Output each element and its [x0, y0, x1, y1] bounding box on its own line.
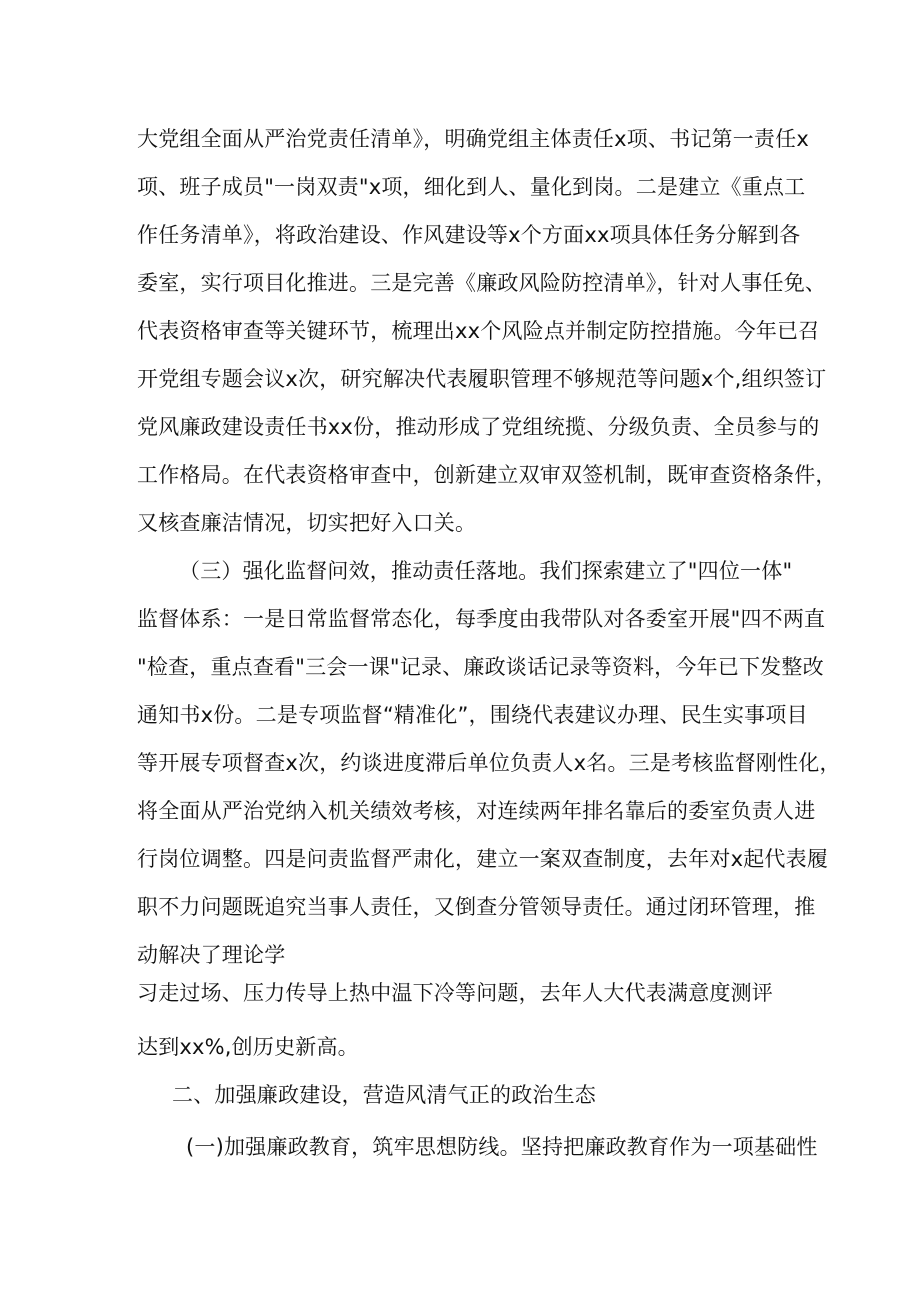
- text-line: 动解决了理论学: [137, 943, 286, 967]
- section-heading-2: 二、加强廉政建设，营造风清气正的政治生态: [172, 1083, 596, 1107]
- section-heading-3: （三）强化监督问效，推动责任落地。我们探索建立了"四位一体": [179, 559, 793, 583]
- text-line: 开党组专题会议x次，研究解决代表履职管理不够规范等问题x个,组织签订: [137, 367, 827, 391]
- text-line: 工作格局。在代表资格审查中，创新建立双审双签机制，既审查资格条件，: [137, 463, 837, 487]
- text-line: 项、班子成员"一岗双责"x项，细化到人、量化到岗。二是建立《重点工: [137, 175, 806, 199]
- text-line: 通知书x份。二是专项监督“精准化”，围绕代表建议办理、民生实事项目: [137, 703, 808, 727]
- text-line: 又核查廉洁情况，切实把好入口关。: [137, 511, 477, 535]
- text-line: "检查，重点查看"三会一课"记录、廉政谈话记录等资料，今年已下发整改: [137, 655, 824, 679]
- text-line: 代表资格审查等关键环节，梳理出xx个风险点并制定防控措施。今年已召: [137, 319, 820, 343]
- text-line: 职不力问题既追究当事人责任，又倒查分管领导责任。通过闭环管理，推: [137, 895, 816, 919]
- text-line: 习走过场、压力传导上热中温下冷等问题，去年人大代表满意度测评: [137, 981, 773, 1005]
- text-line: 等开展专项督查x次，约谈进度滞后单位负责人x名。三是考核监督刚性化，: [137, 751, 841, 775]
- subsection-heading-1: (一)加强廉政教育，筑牢思想防线。坚持把廉政教育作为一项基础性: [186, 1135, 818, 1159]
- text-line: 行岗位调整。四是问责监督严肃化，建立一案双查制度，去年对x起代表履: [137, 847, 829, 871]
- text-line: 委室，实行项目化推进。三是完善《廉政风险防控清单》，针对人事任免、: [137, 271, 827, 295]
- text-line: 达到xx%,创历史新高。: [137, 1035, 359, 1059]
- text-line: 大党组全面从严治党责任清单》，明确党组主体责任x项、书记第一责任x: [137, 127, 809, 151]
- text-line: 党风廉政建设责任书xx份，推动形成了党组统揽、分级负责、全员参与的: [137, 415, 820, 439]
- text-line: 作任务清单》，将政治建设、作风建设等x个方面xx项具体任务分解到各: [137, 223, 801, 247]
- text-line: 将全面从严治党纳入机关绩效考核，对连续两年排名靠后的委室负责人进: [137, 799, 816, 823]
- text-line: 监督体系：一是日常监督常态化，每季度由我带队对各委室开展"四不两直: [137, 607, 826, 631]
